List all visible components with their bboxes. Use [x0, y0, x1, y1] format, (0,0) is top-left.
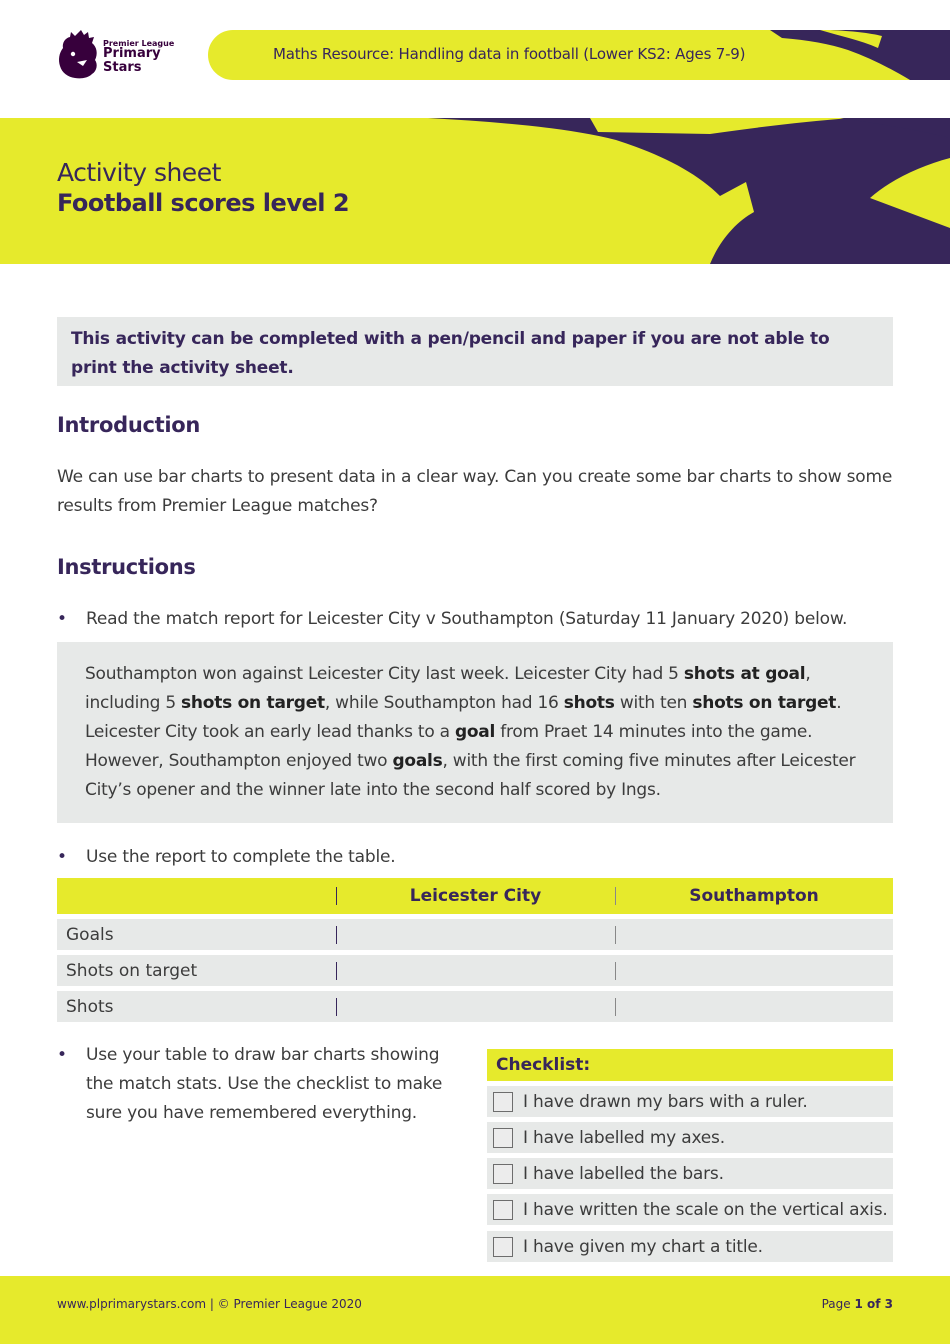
report-keyword: goals [392, 751, 443, 771]
shots-on-target-southampton-cell[interactable] [615, 955, 893, 986]
checklist-item-label: I have labelled my axes. [523, 1127, 725, 1148]
instructions-heading: Instructions [57, 555, 196, 579]
instruction-text: sure you have remembered everything. [86, 1103, 417, 1123]
report-keyword: goal [454, 722, 496, 742]
instruction-text: Use your table to draw bar charts showing [86, 1045, 440, 1065]
checkbox[interactable] [493, 1092, 513, 1112]
match-report [57, 642, 893, 823]
shots-on-target-leicester-cell[interactable] [336, 955, 615, 986]
report-keyword: shots on target [181, 693, 325, 713]
title-band [0, 118, 950, 264]
bullet-icon: • [57, 847, 67, 867]
goals-southampton-cell[interactable] [615, 919, 893, 950]
report-text: with ten [614, 693, 693, 713]
print-notice: This activity can be completed with a pen/pencil and paper if you are not able to print the activity sheet. [57, 317, 893, 386]
checklist-title: Checklist: [487, 1049, 893, 1081]
resource-title: Maths Resource: Handling data in football (Lower KS2: Ages 7-9) [273, 45, 746, 63]
instruction-text: Read the match report for Leicester City v Southampton (Saturday 11 January 2020) below. [86, 609, 848, 629]
checklist-item-label: I have written the scale on the vertical axis. [523, 1199, 888, 1220]
report-text: , with the first coming five minutes after Leicester City’s opener and the winner late into the second half scored by Ings. [85, 751, 856, 800]
introduction-heading: Introduction [57, 413, 201, 437]
shots-leicester-cell[interactable] [336, 991, 615, 1022]
checklist-item[interactable] [487, 1231, 893, 1262]
checkbox[interactable] [493, 1237, 513, 1257]
checklist-item-label: I have drawn my bars with a ruler. [523, 1091, 808, 1112]
report-keyword: shots on target [692, 693, 837, 713]
checklist-item[interactable] [487, 1194, 893, 1225]
page-title: Football scores level 2 [57, 189, 350, 217]
page-number [822, 1297, 893, 1311]
checkbox[interactable] [493, 1128, 513, 1148]
checklist-item[interactable] [487, 1158, 893, 1189]
introduction-text: We can use bar charts to present data in a clear way. Can you create some bar charts to show some results from Premier League matches? [57, 467, 893, 516]
checklist-item-label: I have labelled the bars. [523, 1163, 724, 1184]
checkbox[interactable] [493, 1164, 513, 1184]
checkbox[interactable] [493, 1200, 513, 1220]
bullet-icon: • [57, 1045, 67, 1065]
title-kicker: Activity sheet [57, 158, 221, 187]
table-header-row [57, 878, 893, 914]
table-row [57, 955, 893, 986]
bullet-icon: • [57, 609, 67, 629]
footer-site-copyright: www.plprimarystars.com | © Premier League 2020 [57, 1297, 362, 1311]
logo-small-text: Premier League [103, 39, 175, 48]
report-text: , including 5 [85, 664, 811, 713]
table-header-leicester: Leicester City [409, 886, 542, 906]
row-label-shots: Shots [66, 996, 114, 1017]
instruction-text: the match stats. Use the checklist to make [86, 1074, 443, 1094]
checklist-item-label: I have given my chart a title. [523, 1236, 763, 1257]
table-row [57, 919, 893, 950]
goals-leicester-cell[interactable] [336, 919, 615, 950]
title-swoosh-decoration [420, 118, 950, 264]
lion-icon [57, 30, 99, 80]
logo-big-text: Primary Stars [103, 46, 161, 75]
report-keyword: shots at goal [683, 664, 806, 684]
report-keyword: shots [563, 693, 615, 713]
report-text: , while Southampton had 16 [324, 693, 564, 713]
instruction-text: Use the report to complete the table. [86, 847, 396, 867]
footer [0, 1276, 950, 1344]
table-row [57, 991, 893, 1022]
report-text: from Praet 14 minutes into the game. However, Southampton enjoyed two [85, 722, 813, 771]
premier-league-logo [57, 30, 177, 84]
row-label-goals: Goals [66, 924, 114, 945]
table-header-southampton: Southampton [689, 886, 819, 906]
shots-southampton-cell[interactable] [615, 991, 893, 1022]
table-header-cell [66, 878, 336, 914]
page-label: Page [821, 1297, 855, 1311]
checklist-item[interactable] [487, 1122, 893, 1153]
page-count: 1 of 3 [854, 1297, 893, 1311]
checklist-item[interactable] [487, 1086, 893, 1117]
row-label-shots-on-target: Shots on target [66, 960, 198, 981]
header-swoosh-decoration [760, 30, 950, 80]
report-text: . Leicester City took an early lead thanks to a [85, 693, 842, 742]
report-text: Southampton won against Leicester City last week. Leicester City had 5 [85, 664, 684, 684]
